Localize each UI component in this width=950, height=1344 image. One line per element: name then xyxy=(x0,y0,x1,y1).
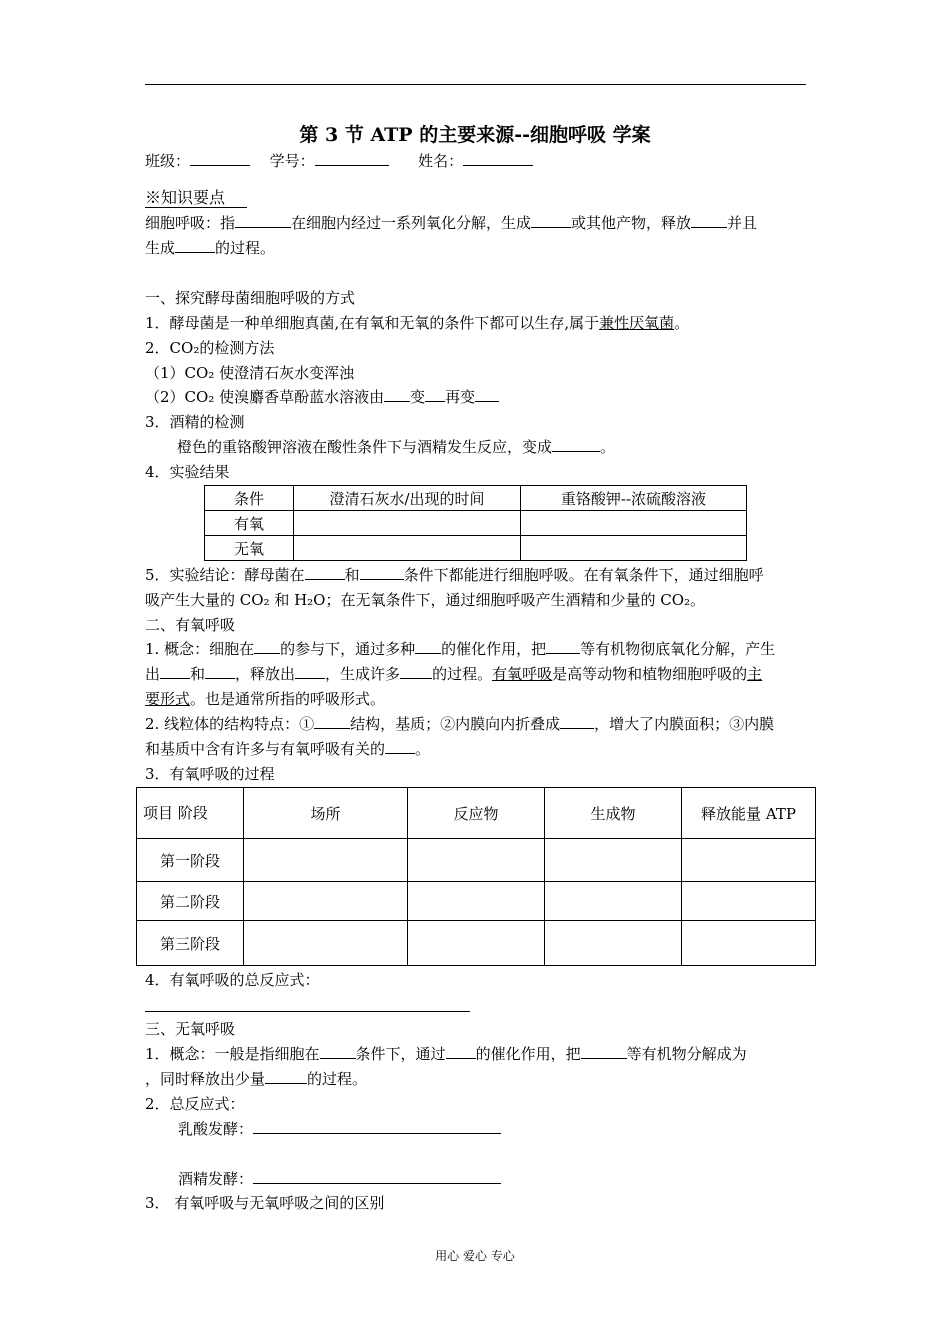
section3-heading: 三、无氧呼吸 xyxy=(145,1020,236,1038)
class-field[interactable] xyxy=(190,150,250,166)
section2-heading: 二、有氧呼吸 xyxy=(145,616,236,634)
experiment-results-table xyxy=(204,485,747,561)
table-header: 条件 xyxy=(205,486,294,511)
section1-item3-text: 橙色的重铬酸钾溶液在酸性条件下与酒精发生反应，变成 。 xyxy=(177,438,616,456)
table-header: 反应物 xyxy=(408,788,545,839)
table-corner-header: 项目 阶段 xyxy=(137,788,244,839)
section2-concept-line2: 出 和 ，释放出 ，生成许多 的过程。有氧呼吸是高等动物和植物细胞呼吸的主 xyxy=(145,665,763,683)
page-footer: 用心 爱心 专心 xyxy=(435,1249,515,1263)
definition-line-1: 细胞呼吸：指 在细胞内经过一系列氧化分解，生成 或其他产物，释放 并且 xyxy=(145,214,758,232)
table-header: 澄清石灰水/出现的时间 xyxy=(294,486,521,511)
section1-item4: 4．实验结果 xyxy=(145,463,230,481)
table-header: 场所 xyxy=(244,788,408,839)
section2-item3: 3．有氧呼吸的过程 xyxy=(145,765,275,783)
section1-item5-line1: 5．实验结论：酵母菌在 和 条件下都能进行细胞呼吸。在有氧条件下，通过细胞呼 xyxy=(145,566,764,584)
section3-item2: 2．总反应式： xyxy=(145,1095,245,1113)
table-cell[interactable] xyxy=(244,882,408,921)
table-cell[interactable] xyxy=(244,839,408,882)
section3-concept-line2: ，同时释放出少量 的过程。 xyxy=(145,1070,368,1088)
alcohol-equation-blank[interactable] xyxy=(253,1168,501,1184)
name-label: 姓名： xyxy=(418,152,464,170)
table-cell[interactable] xyxy=(408,839,545,882)
page-title: 第 3 节 ATP 的主要来源--细胞呼吸 学案 xyxy=(299,124,651,146)
section1-item2-2: （2）CO₂ 使溴麝香草酚蓝水溶液由 变 再变 xyxy=(145,386,499,408)
table-row-label: 第三阶段 xyxy=(137,921,244,966)
table-cell[interactable] xyxy=(682,839,816,882)
table-row-label: 第二阶段 xyxy=(137,882,244,921)
table-cell[interactable] xyxy=(294,511,521,536)
section1-heading: 一、探究酵母菌细胞呼吸的方式 xyxy=(145,289,356,307)
id-label: 学号： xyxy=(269,152,315,170)
table-row-label: 第一阶段 xyxy=(137,839,244,882)
table-cell[interactable] xyxy=(545,921,682,966)
table-header: 释放能量 ATP xyxy=(682,788,816,839)
table-cell[interactable] xyxy=(408,921,545,966)
table-cell[interactable] xyxy=(521,511,747,536)
section2-concept-line3: 要形式。也是通常所指的呼吸形式。 xyxy=(145,690,386,708)
table-cell[interactable] xyxy=(294,536,521,561)
section2-mito-line1: 2. 线粒体的结构特点：① 结构，基质；②内膜向内折叠成 ，增大了内膜面积；③内膜 xyxy=(145,715,775,733)
table-cell[interactable] xyxy=(545,839,682,882)
section3-item3: 3． 有氧呼吸与无氧呼吸之间的区别 xyxy=(145,1194,385,1212)
section1-item2-1: （1）CO₂ 使澄清石灰水变浑浊 xyxy=(145,364,355,382)
section1-item2: 2．CO₂的检测方法 xyxy=(145,339,275,357)
table-header: 生成物 xyxy=(545,788,682,839)
section2-item4: 4．有氧呼吸的总反应式： xyxy=(145,971,320,989)
table-cell[interactable] xyxy=(682,921,816,966)
section1-item5-line2: 吸产生大量的 CO₂ 和 H₂O；在无氧条件下，通过细胞呼吸产生酒精和少量的 CO₂。 xyxy=(145,591,706,609)
table-row-label: 有氧 xyxy=(205,511,294,536)
section3-concept-line1: 1．概念：一般是指细胞在 条件下，通过 的催化作用，把 等有机物分解成为 xyxy=(145,1045,747,1063)
table-cell[interactable] xyxy=(244,921,408,966)
table-header: 重铬酸钾--浓硫酸溶液 xyxy=(521,486,747,511)
table-cell[interactable] xyxy=(545,882,682,921)
lactic-equation-blank[interactable] xyxy=(253,1118,501,1134)
section2-concept-line1: 1. 概念：细胞在 的参与下，通过多种 的催化作用，把 等有机物彻底氧化分解，产生 xyxy=(145,640,776,658)
class-label: 班级： xyxy=(145,152,191,170)
table-cell[interactable] xyxy=(408,882,545,921)
section1-item1: 1．酵母菌是一种单细胞真菌,在有氧和无氧的条件下都可以生存,属于兼性厌氧菌。 xyxy=(145,314,690,332)
key-points-heading: ※知识要点 xyxy=(145,187,247,209)
definition-line-2: 生成 的过程。 xyxy=(145,239,276,257)
section1-item3: 3．酒精的检测 xyxy=(145,413,245,431)
section2-mito-line2: 和基质中含有许多与有氧呼吸有关的 。 xyxy=(145,740,431,758)
student-info-row xyxy=(145,150,533,172)
table-row-label: 无氧 xyxy=(205,536,294,561)
alcohol-fermentation: 酒精发酵： xyxy=(178,1168,501,1190)
header-rule xyxy=(145,84,806,85)
name-field[interactable] xyxy=(463,150,533,166)
aerobic-process-table xyxy=(136,787,816,966)
total-equation-blank[interactable] xyxy=(145,1011,470,1012)
lactic-fermentation: 乳酸发酵： xyxy=(178,1118,501,1140)
id-field[interactable] xyxy=(315,150,389,166)
table-cell[interactable] xyxy=(682,882,816,921)
table-cell[interactable] xyxy=(521,536,747,561)
